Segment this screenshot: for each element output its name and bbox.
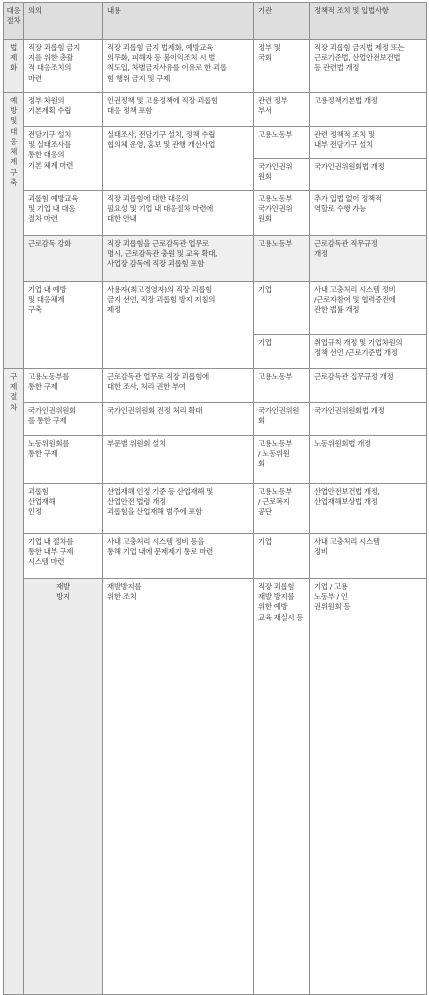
category-remedy: 구제 절차 (4, 369, 24, 995)
table-row (4, 282, 427, 335)
table-row (4, 484, 427, 534)
policy-cell: 국가인권위원회법 개정 (310, 403, 427, 436)
policy-cell: 고용정책기본법 개정 (310, 93, 427, 127)
meaning-cell: 고용노동부를 통한 구제 (24, 369, 103, 403)
table-row (4, 579, 427, 995)
agency-cell: 고용노동부 / 노동위원 회 (254, 436, 310, 484)
meaning-cell: 괴롭힘 산업재해 인정 (24, 484, 103, 534)
content-cell: 사내 고충처리 시스템 정비 등을 통해 기업 내에 문제제기 통로 마련 (103, 534, 254, 579)
agency-cell: 국가인권위 원회 (254, 159, 310, 191)
table-row (4, 191, 427, 236)
policy-cell: 추가 입법 없이 정책적 역할로 수행 가능 (310, 191, 427, 236)
content-cell: 직장 괴롭힘을 근로감독관 업무로 명시, 근로감독관 충원 및 교육 확대, 사업장 감독에 직장 괴롭힘 포함 (103, 236, 254, 282)
agency-cell: 국가인권위원 회 (254, 403, 310, 436)
header-policy: 정책적 조치 및 입법사항 (310, 3, 427, 40)
agency-cell: 정부 및 국회 (254, 40, 310, 93)
table-row (4, 127, 427, 159)
agency-cell: 고용노동부 (254, 127, 310, 159)
meaning-cell: 정부 차원의 기본계획 수립 (24, 93, 103, 127)
meaning-cell: 노동위원회를 통한 구제 (24, 436, 103, 484)
agency-cell: 기업 (254, 282, 310, 335)
content-cell: 산업재해 인정 기준 등 산업재해 및 산업안전 법령 개정 괴롭힘을 산업재해 범주에 포함 (103, 484, 254, 534)
meaning-cell: 기업 내 예방 및 대응체계 구축 (24, 282, 103, 369)
content-cell: 인권정책 및 고용정책에 직장 괴롭힘 대응 정책 포함 (103, 93, 254, 127)
table-row (4, 534, 427, 579)
table-row (4, 40, 427, 93)
meaning-cell: 국가인권위원회 를 통한 구제 (24, 403, 103, 436)
table-row (4, 403, 427, 436)
policy-cell: 관련 정책적 조치 및 내부 전담기구 설치 (310, 127, 427, 159)
meaning-cell: 전담기구 설치 및 실태조사를 통한 대응의 기본 체계 마련 (24, 127, 103, 191)
policy-cell: 직장 괴롭힘 금지법 제정 또는 근로기준법, 산업안전보건법 등 관련법 개정 (310, 40, 427, 93)
content-cell: 직장 괴롭힘 재발 방지를 위한 예방 교육 재실시 등 (254, 579, 310, 995)
content-cell: 사용자(최고경영자)의 직장 괴롭힘 금지 선언, 직장 괴롭힘 방지 지침의 제정 (103, 282, 254, 369)
agency-cell: 고용노동부 국가인권위 원회 (254, 191, 310, 236)
meaning-cell: 재발방지를 위한 조치 (103, 579, 254, 995)
header-row (4, 3, 427, 40)
policy-cell: 근로감독관 직무규정 개정 (310, 236, 427, 282)
meaning-cell: 괴롭힘 예방교육 및 기업 내 대응 절차 마련 (24, 191, 103, 236)
content-cell: 직장 괴롭힘에 대한 대응의 필요성 및 기업 내 대응절차 마련에 대한 안내 (103, 191, 254, 236)
policy-cell: 노동위원회법 개정 (310, 436, 427, 484)
policy-cell: 취업규칙 개정 및 기업차원의 정책 선언 /근로기준법 개정 (310, 335, 427, 369)
content-cell: 실태조사, 전담기구 설치, 정책 수립 협의체 운영, 홍보 및 관행 개선사업 (103, 127, 254, 191)
table-row (4, 436, 427, 484)
agency-cell: 고용노동부 (254, 369, 310, 403)
category-legislation: 법 제 화 (4, 40, 24, 93)
agency-cell: 고용노동부 (254, 236, 310, 282)
policy-cell: 사내 고충처리 시스템 정비 /근로자참여 및 협력증진에 관한 법률 개정 (310, 282, 427, 335)
policy-cell: 사내 고충처리 시스템 정비 (310, 534, 427, 579)
policy-cell: 산업안전보건법 개정, 산업재해보상법 개정 (310, 484, 427, 534)
table-row (4, 369, 427, 403)
policy-table (3, 2, 427, 995)
meaning-cell: 기업 내 절차를 통한 내부 구제 시스템 마련 (24, 534, 103, 579)
meaning-cell: 근로감독 강화 (24, 236, 103, 282)
policy-cell: 국가인권위원회법 개정 (310, 159, 427, 191)
category-recurrence: 재발 방지 (24, 579, 103, 995)
table-row (4, 236, 427, 282)
content-cell: 국가인권위원회 진정 처리 확대 (103, 403, 254, 436)
header-meaning: 의의 (24, 3, 103, 40)
header-agency: 기관 (254, 3, 310, 40)
table-row (4, 93, 427, 127)
meaning-cell: 직장 괴롭힘 금지 지를 위한 총괄 적 대응조치의 마련 (24, 40, 103, 93)
header-content: 내용 (103, 3, 254, 40)
content-cell: 부문별 위원회 설치 (103, 436, 254, 484)
agency-cell: 고용노동부 / 근로복지 공단 (254, 484, 310, 534)
policy-cell: 근로감독관 집무규정 개정 (310, 369, 427, 403)
agency-cell: 기업 (254, 534, 310, 579)
agency-cell: 기업 / 고용 노동부 / 인 권위원회 등 (310, 579, 427, 995)
agency-cell: 기업 (254, 335, 310, 369)
category-prevention: 예방 및 대응 체계 구축 (4, 93, 24, 369)
header-category: 대응 절차 (4, 3, 24, 40)
content-cell: 직장 괴롭힘 금지 법제화, 예방교육 의무화, 피해자 등 불이익조치 시 벌 칙도입, 차별금지사유를 이유로 한 괴롭 힘 행위 금지 및 구제 (103, 40, 254, 93)
content-cell: 근로감독관 업무로 직장 괴롭힘에 대한 조사, 처리 권한 부여 (103, 369, 254, 403)
agency-cell: 관련 정부 부서 (254, 93, 310, 127)
